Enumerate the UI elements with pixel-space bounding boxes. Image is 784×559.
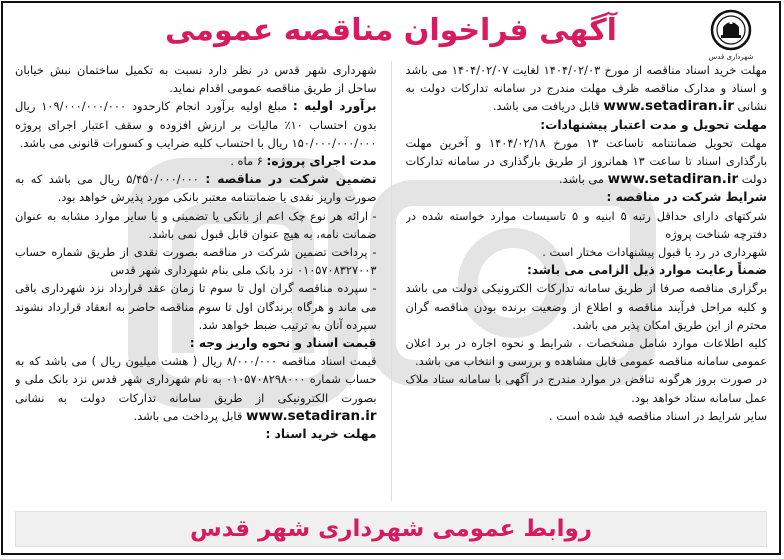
duration-text: ۶ ماه . xyxy=(230,154,263,169)
delivery-website-link[interactable]: www.setadiran.ir xyxy=(607,171,739,188)
advertisement-page xyxy=(1,1,781,555)
footer-banner: روابط عمومی شهرداری شهر قدس xyxy=(15,511,767,547)
guarantee-item: - ارائه هر نوع چک اعم از بانکی یا تضمینی و یا سایر موارد مشابه به عنوان ضمانت نامه، به هیچ عنوان قابل قبول نمی باشد. xyxy=(15,208,377,241)
purchase-section xyxy=(406,61,768,116)
conflict-text: در صورت بروز هرگونه تناقض در موارد مندرج در آگهی با سامانه ستاد ملاک عمل سامانه ستاد خواهد بود. xyxy=(405,372,767,405)
purchase-text: مهلت خرید اسناد مناقصه از مورخ ۱۴۰۴/۰۲/۰۳ لغایت ۱۴۰۴/۰۲/۰۷ می باشد و اسناد و مدارک مناقصه ظرف مهلت مندرج در سامانه تدارکات دولت به نشانی xyxy=(405,63,767,114)
mandatory-text: برگزاری مناقصه صرفا از طریق سامانه تدارکات الکترونیکی دولت می باشد و کلیه مراحل فرآیند مناقصه و اطلاع از وضعیت برنده بودن مناقصه گران محترم از این طریق امکان پذیر می باشد. xyxy=(405,281,767,332)
column-divider xyxy=(391,61,392,501)
price-tail: قابل پرداخت می باشد. xyxy=(133,408,243,423)
estimate-text: مبلغ اولیه برآورد انجام کارحدود ۱۰۹/۰۰۰/۰۰۰/۰۰۰ ریال بدون احتساب ۱۰٪ مالیات بر ارزش افزوده و سقف اعتبار اجرای پروژه ۱۵۰/۰۰۰/۰۰۰/۰۰۰ ریال با احتساب کلیه ضرایب و کسورات قانونی می باشد. xyxy=(15,99,377,150)
price-text: قیمت اسناد مناقصه ۸/۰۰۰/۰۰۰ ریال ( هشت میلیون ریال ) می باشد که به حساب شماره ۰۱۰۵۷۰۸۲۹۸۰۰۰ به نام شهرداری شهر قدس نزد بانک ملی و بصورت الکترونیکی از طریق سامانه تدارکات دولت به نشانی xyxy=(15,354,377,405)
right-column xyxy=(15,61,377,501)
guarantee-heading: تضمین شرکت در مناقصه : xyxy=(205,172,377,187)
info-text: کلیه اطلاعات موارد شامل مشخصات ، شرایط و نحوه اجاره در برد اعلان عمومی سامانه مناقصه عمومی قابل مشاهده و بررسی و انتخاب می باشد. xyxy=(405,336,767,369)
guarantee-section xyxy=(15,170,377,206)
duration-heading: مدت اجرای پروژه: xyxy=(266,154,377,169)
estimate-heading: برآورد اولیه : xyxy=(292,99,377,114)
intro-paragraph: شهرداری شهر قدس در نظر دارد نسبت به تکمیل ساختمان نبش خیابان ساحل از طریق مناقصه عمومی اقدام نماید. xyxy=(15,63,377,96)
municipality-logo xyxy=(707,9,755,61)
estimate-section xyxy=(15,97,377,152)
price-website-link[interactable]: www.setadiran.ir xyxy=(245,407,377,424)
left-column xyxy=(406,61,768,501)
other-conditions-text: سایر شرایط در اسناد مناقصه قید شده است . xyxy=(549,408,767,423)
purchase-website-link[interactable]: www.setadiran.ir xyxy=(603,98,734,115)
page-title: آگهی فراخوان مناقصه عمومی xyxy=(165,13,617,48)
mandatory-heading: ضمناً رعایت موارد ذیل الزامی می باشد: xyxy=(526,263,767,278)
deadline-heading: مهلت خرید اسناد : xyxy=(265,427,377,442)
duration-section xyxy=(15,152,377,170)
delivery-tail: می باشد. xyxy=(558,172,604,187)
conditions-text: شرکتهای دارای حداقل رتبه ۵ ابنیه و ۵ تاسیسات موارد خواسته شده در دفترچه شناخت پروژه xyxy=(405,208,767,241)
guarantee-text: ۵/۴۵۰/۰۰۰/۰۰۰ ریال می باشد که به صورت واریز نقدی یا ضمانتنامه معتبر بانکی مورد پذیرش خواهد بود. xyxy=(15,172,377,205)
header xyxy=(3,7,779,59)
rights-text: شهرداری در رد یا قبول پیشنهادات مختار است . xyxy=(542,245,767,260)
conditions-heading: شرایط شرکت در مناقصه : xyxy=(606,190,767,205)
purchase-tail: قابل دریافت می باشد. xyxy=(492,99,600,114)
delivery-section xyxy=(406,134,768,189)
price-heading: قیمت اسناد و نحوه واریز وجه : xyxy=(189,336,377,351)
logo-caption: شهرداری قدس xyxy=(708,53,754,61)
delivery-heading: مهلت تحویل و مدت اعتبار پیشنهادات: xyxy=(540,117,767,132)
emblem-icon xyxy=(709,9,753,51)
guarantee-item: - سپرده مناقصه گران اول تا سوم تا زمان عقد قرارداد نزد شهرداری باقی می ماند و هرگاه برندگان اول تا سوم مناقصه حاضر به انعقاد قرارداد نشوند سپرده آنان به ترتیب ضبط خواهد شد. xyxy=(15,281,377,332)
price-section xyxy=(15,352,377,425)
content-columns xyxy=(15,61,767,501)
guarantee-item: - پرداخت تضمین شرکت در مناقصه بصورت نقدی از طریق شماره حساب ۰۱۰۵۷۰۸۳۲۷۰۰۳ نزد بانک ملی بنام شهرداری شهر قدس xyxy=(15,245,377,278)
delivery-text: مهلت تحویل ضمانتنامه تاساعت ۱۳ مورخ ۱۴۰۴/۰۲/۱۸ و آخرین مهلت بارگذاری اسناد تا ساعت ۱۳ همانروز از طریق بارگذاری در سامانه تدارکات دولت xyxy=(405,135,767,187)
